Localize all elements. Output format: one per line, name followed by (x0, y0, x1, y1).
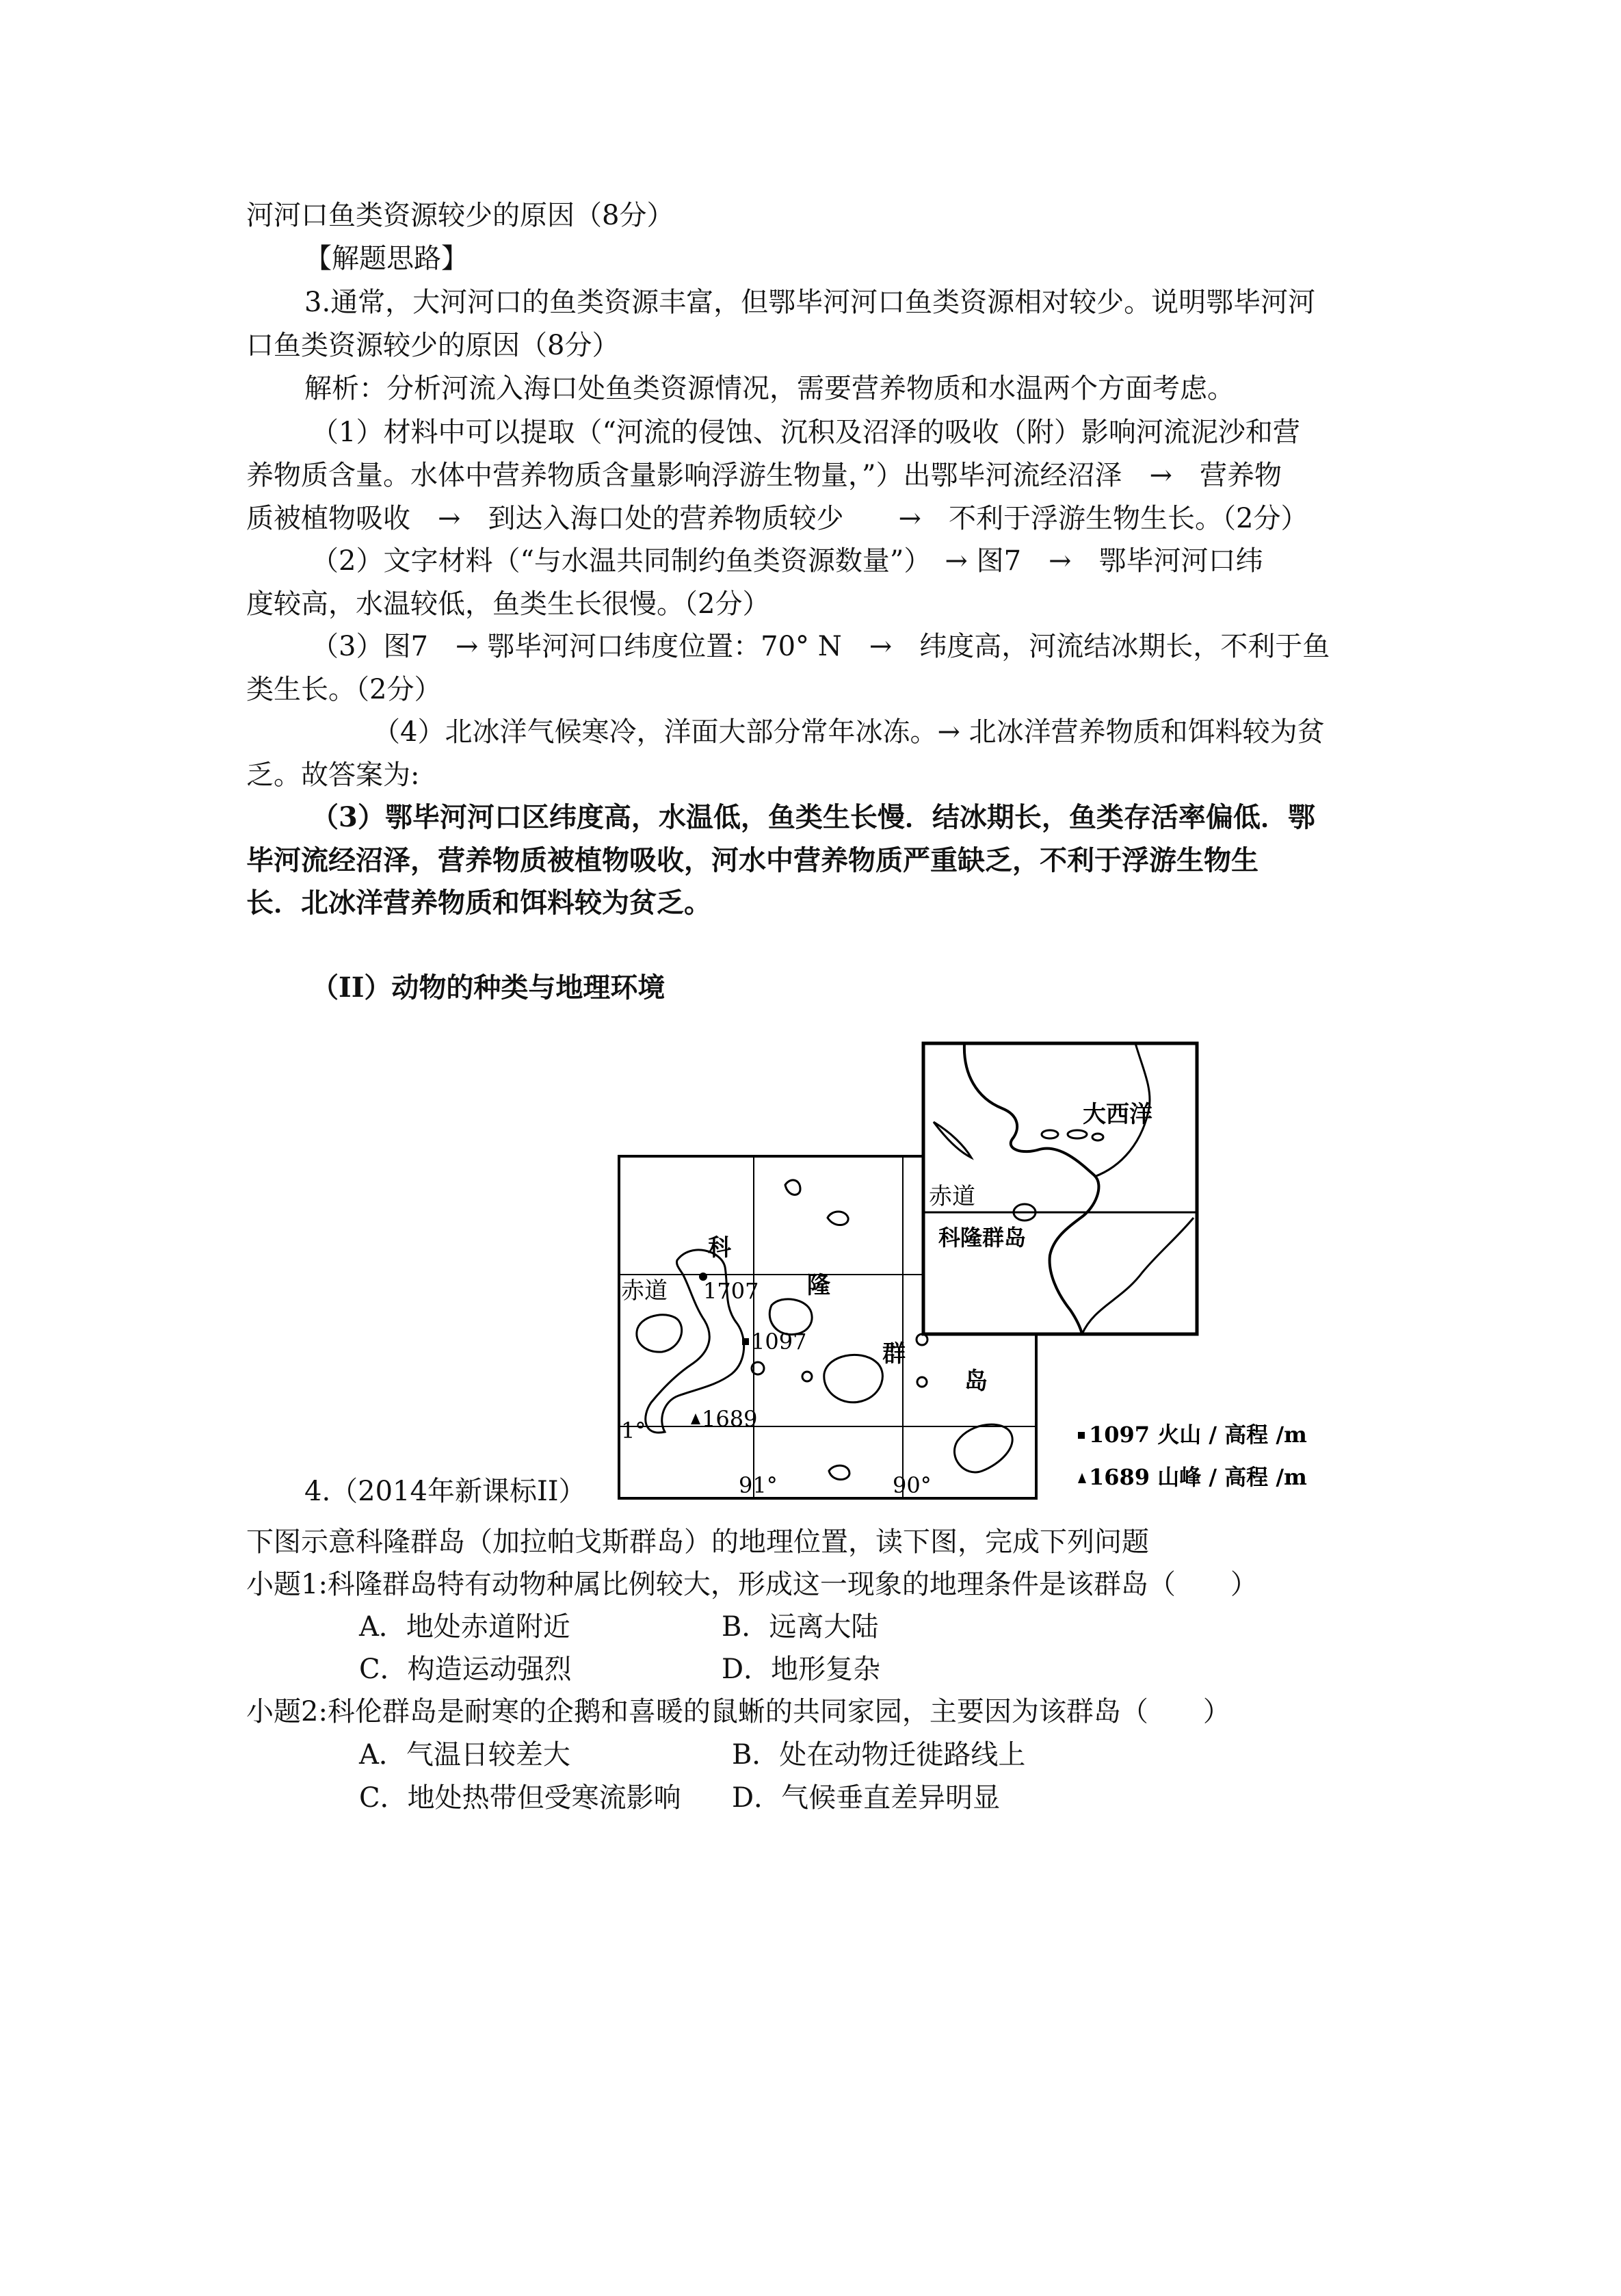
equator-label: 赤道 (621, 1277, 668, 1305)
legend-peak: 1689 山峰 / 高程 /m (1089, 1464, 1307, 1490)
text-line: 质被植物吸收 → 到达入海口处的营养物质较少 → 不利于浮游生物生长。（2分） (246, 503, 1308, 534)
option-d: D．气候垂直差异明显 (732, 1782, 1001, 1814)
longitude-label: 91° (739, 1472, 778, 1498)
answer-text: 长．北冰洋营养物质和饵料较为贫乏。 (246, 887, 711, 919)
subquestion-2: 小题2:科伦群岛是耐寒的企鹅和喜暖的鼠蜥的共同家园，主要因为该群岛（ ） (246, 1696, 1230, 1727)
elevation-label: 1689 (702, 1406, 758, 1432)
analysis-point-4: （4）北冰洋气候寒冷，洋面大部分常年冰冻。→ 北冰洋营养物质和饵料较为贫 (373, 716, 1325, 748)
analysis-intro: 解析：分析河流入海口处鱼类资源情况，需要营养物质和水温两个方面考虑。 (304, 373, 1235, 404)
analysis-point-3: （3）图7 → 鄂毕河河口纬度位置：70° N → 纬度高，河流结冰期长，不利于鱼 (311, 631, 1330, 662)
section-title: （II）动物的种类与地理环境 (311, 971, 665, 1004)
question-4-intro: 下图示意科隆群岛（加拉帕戈斯群岛）的地理位置，读下图，完成下列问题 (246, 1526, 1149, 1558)
section-heading: 【解题思路】 (304, 243, 469, 274)
elevation-label: 1097 (751, 1329, 807, 1355)
subquestion-1: 小题1:科隆群岛特有动物种属比例较大，形成这一现象的地理条件是该群岛（ ） (246, 1569, 1258, 1600)
legend-volcano-icon (1078, 1432, 1085, 1439)
option-d: D．地形复杂 (722, 1654, 881, 1685)
inset-ocean-label: 大西洋 (1083, 1101, 1152, 1128)
island-name-char: 科 (708, 1234, 731, 1262)
longitude-label: 90° (893, 1472, 932, 1498)
latitude-label: 1° (621, 1418, 646, 1444)
option-c: C．构造运动强烈 (359, 1654, 572, 1685)
answer-text: （3）鄂毕河河口区纬度高，水温低，鱼类生长慢．结冰期长，鱼类存活率偏低．鄂 (311, 801, 1315, 833)
analysis-point-2: （2）文字材料（“与水温共同制约鱼类资源数量”） → 图7 → 鄂毕河河口纬 (311, 545, 1263, 577)
analysis-point-1: （1）材料中可以提取（“河流的侵蚀、沉积及沼泽的吸收（附）影响河流泥沙和营 (311, 417, 1300, 448)
legend-volcano: 1097 火山 / 高程 /m (1089, 1422, 1307, 1448)
legend-peak-icon (1078, 1473, 1086, 1483)
text-line: 河河口鱼类资源较少的原因（8分） (246, 200, 674, 231)
option-a: A．地处赤道附近 (359, 1611, 570, 1643)
island-name-char: 群 (882, 1340, 906, 1368)
island-name-char: 岛 (964, 1368, 988, 1395)
inset-islands-label: 科隆群岛 (938, 1225, 1027, 1251)
option-c: C．地处热带但受寒流影响 (359, 1782, 681, 1814)
option-a: A．气温日较差大 (359, 1739, 570, 1771)
elevation-label: 1707 (703, 1278, 759, 1304)
option-b: B．处在动物迁徙路线上 (732, 1739, 1026, 1771)
inset-equator-label: 赤道 (929, 1183, 975, 1210)
question-4-header: 4.（2014年新课标II） (304, 1476, 586, 1507)
text-line: 口鱼类资源较少的原因（8分） (246, 330, 620, 361)
text-line: 养物质含量。水体中营养物质含量影响浮游生物量，”）出鄂毕河流经沼泽 → 营养物 (246, 460, 1282, 491)
option-b: B．远离大陆 (722, 1611, 879, 1643)
question-3-text: 3.通常，大河河口的鱼类资源丰富，但鄂毕河河口鱼类资源相对较少。说明鄂毕河河 (304, 287, 1316, 318)
text-line: 乏。故答案为: (246, 759, 420, 791)
island-name-char: 隆 (807, 1272, 830, 1299)
text-line: 类生长。（2分） (246, 674, 442, 705)
text-line: 度较高，水温较低，鱼类生长很慢。（2分） (246, 588, 770, 620)
galapagos-map (602, 1033, 1327, 1505)
volcano-marker (742, 1338, 749, 1345)
answer-text: 毕河流经沼泽，营养物质被植物吸收，河水中营养物质严重缺乏，不利于浮游生物生 (246, 844, 1258, 876)
